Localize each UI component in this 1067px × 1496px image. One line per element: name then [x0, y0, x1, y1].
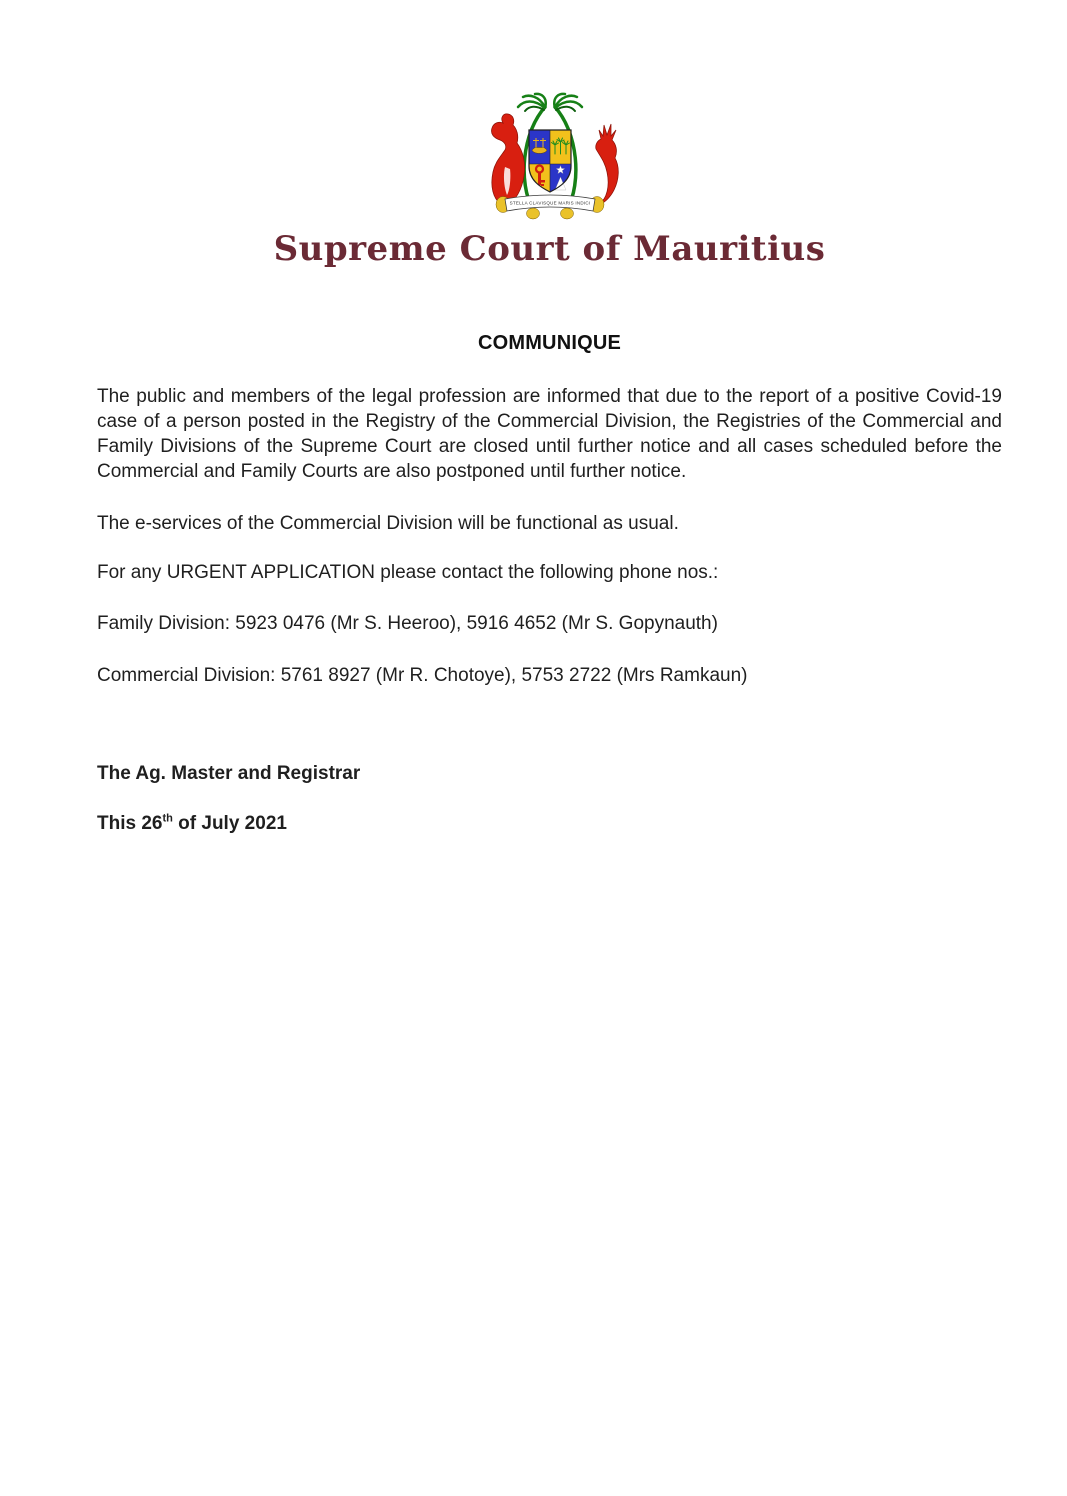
date-ordinal-superscript: th [162, 812, 173, 825]
sugarcane-leaf-accents [525, 107, 575, 111]
motto-scroll [496, 195, 604, 219]
line-family-division-contacts: Family Division: 5923 0476 (Mr S. Heeroo), 5916 4652 (Mr S. Gopynauth) [97, 613, 718, 634]
signature-name: The Ag. Master and Registrar [97, 763, 361, 784]
communique-heading: COMMUNIQUE [477, 332, 622, 354]
paragraph-covid-notice: The public and members of the legal profession are informed that due to the report of a positive Covid-19 case of a person posted in the Registry of the Commercial Division, the Registries of the Commercial and Family Divisions of the Supreme Court are closed until further notice and all cases scheduled before the Commercial and Family Courts are also postponed until further notice. [97, 386, 1002, 482]
date-suffix: of July 2021 [172, 813, 287, 834]
deer-supporter [591, 124, 618, 205]
document-content [0, 92, 1067, 836]
line-commercial-division-contacts: Commercial Division: 5761 8927 (Mr R. Chotoye), 5753 2722 (Mrs Ramkaun) [97, 665, 748, 686]
signature-date [97, 811, 1002, 836]
paragraph-urgent-application: For any URGENT APPLICATION please contact the following phone nos.: [97, 562, 719, 583]
motto-text: STELLA CLAVISQUE MARIS INDICI [509, 200, 590, 206]
paragraph-eservices: The e-services of the Commercial Division will be functional as usual. [97, 513, 679, 534]
shield [529, 130, 571, 193]
date-prefix: This 26 [97, 813, 163, 834]
coat-of-arms [97, 92, 1002, 224]
dodo-supporter [491, 114, 524, 205]
coat-of-arms-icon [475, 92, 625, 224]
document-title: Supreme Court of Mauritius [273, 229, 826, 269]
